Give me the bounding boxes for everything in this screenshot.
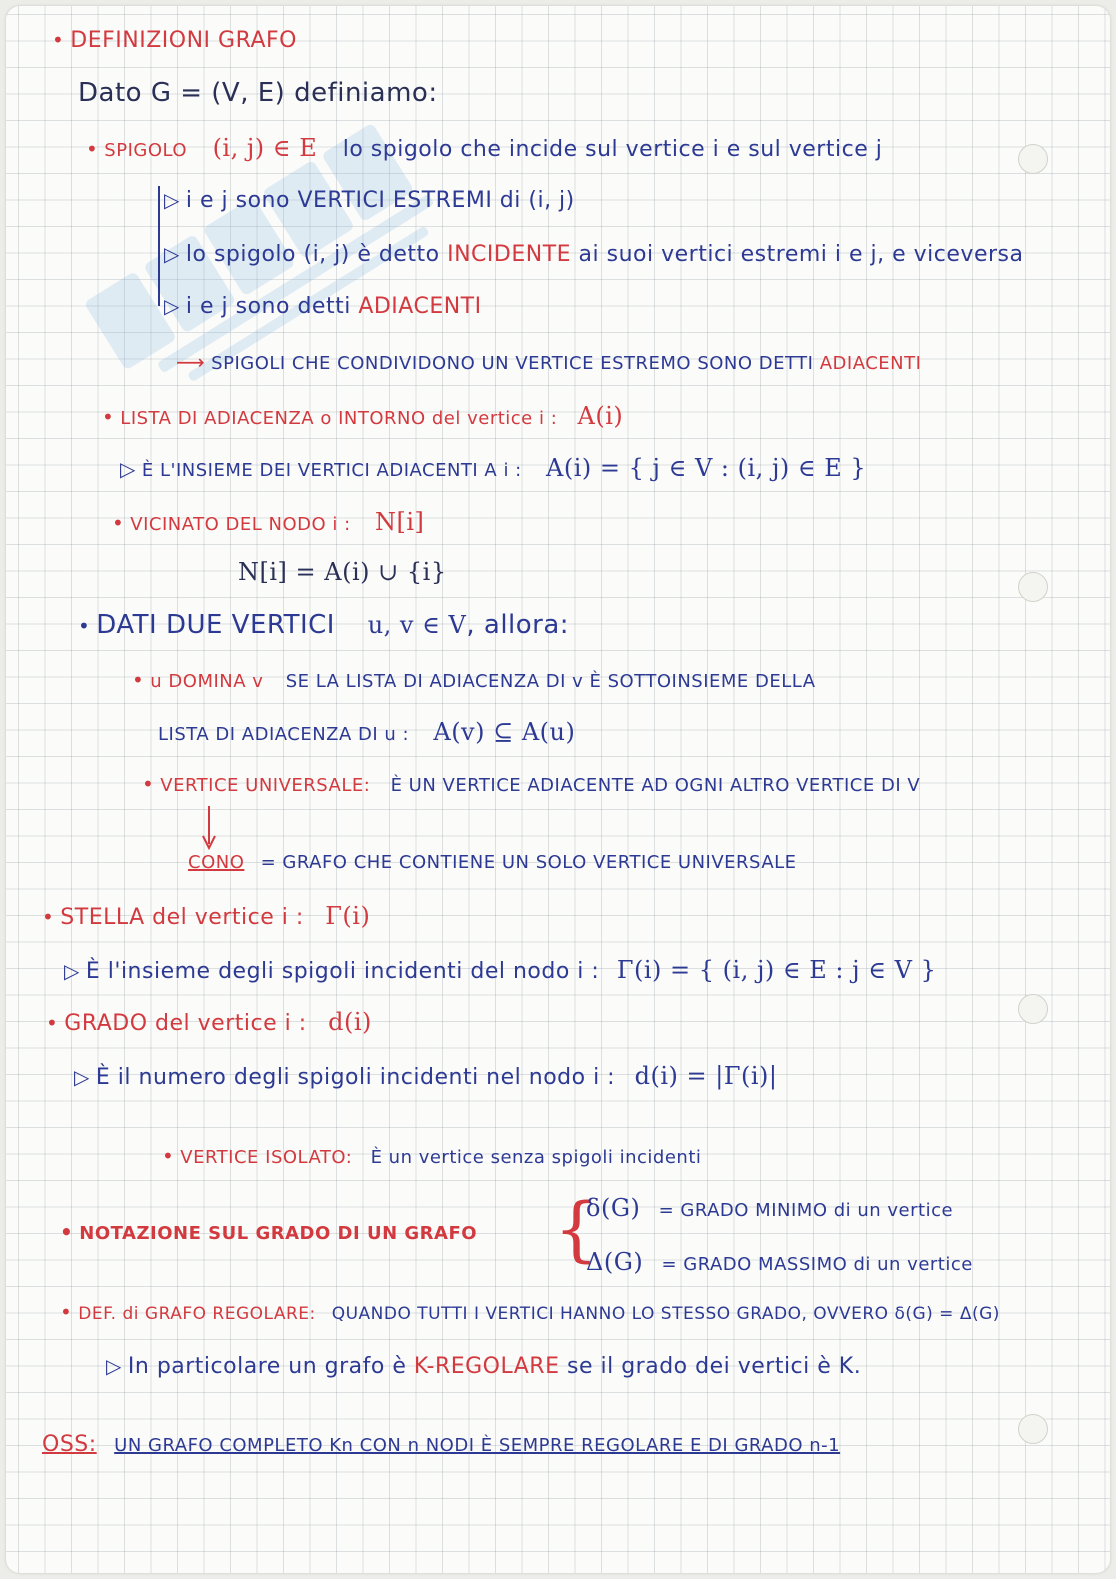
universale-desc: È UN VERTICE ADIACENTE AD OGNI ALTRO VERTICE DI V xyxy=(390,775,921,796)
stella-label: STELLA del vertice i : xyxy=(60,905,304,930)
notazione-label: NOTAZIONE SUL GRADO DI UN GRAFO xyxy=(79,1223,478,1244)
lista-line xyxy=(102,402,623,430)
regolare-label: DEF. di GRAFO REGOLARE: xyxy=(78,1304,316,1324)
page-title: DEFINIZIONI GRAFO xyxy=(70,28,298,53)
cono-desc: = GRAFO CHE CONTIENE UN SOLO VERTICE UNIVERSALE xyxy=(260,852,797,873)
grado-symbol: d(i) xyxy=(328,1008,372,1036)
brace-icon: { xyxy=(554,1188,599,1270)
bullet-dot-icon: • xyxy=(42,905,55,929)
bullet-dot-icon: • xyxy=(60,1300,73,1324)
dati-label: DATI DUE VERTICI xyxy=(96,610,335,640)
right-arrow-icon: ⟶ xyxy=(176,350,206,374)
domina-line-2 xyxy=(158,718,575,746)
stella-desc: È l'insieme degli spigoli incidenti del nodo i : xyxy=(85,959,600,984)
notazione-line xyxy=(60,1220,477,1244)
spigolo-sub3 xyxy=(164,294,482,319)
cono-label: CONO xyxy=(188,852,245,873)
grado-line xyxy=(46,1008,372,1036)
right-arrow-icon: ▷ xyxy=(120,457,136,481)
isolato-label: VERTICE ISOLATO: xyxy=(180,1147,353,1168)
spigolo-sub2 xyxy=(164,242,1023,267)
vicinato-label: VICINATO DEL NODO i : xyxy=(130,514,351,535)
regolare-line xyxy=(60,1300,1000,1324)
dati-symbol: u, v ∈ V xyxy=(367,611,467,639)
spigolo-sub3-text: i e j sono detti xyxy=(185,294,351,319)
grado-formula: d(i) = |Γ(i)| xyxy=(634,1062,778,1090)
lista-symbol: A(i) xyxy=(577,402,624,430)
min-symbol: δ(G) xyxy=(586,1194,641,1222)
spigolo-sub2-post: ai suoi vertici estremi i e j, e viceversa xyxy=(578,242,1024,267)
punch-hole xyxy=(1018,144,1048,174)
watermark-logo xyxy=(46,86,486,386)
bullet-dot-icon: • xyxy=(60,1220,74,1244)
oss-line xyxy=(42,1432,840,1457)
domina-line xyxy=(132,668,816,692)
right-arrow-icon: ▷ xyxy=(164,188,180,212)
universale-label: VERTICE UNIVERSALE: xyxy=(160,775,371,796)
vicinato-symbol: N[i] xyxy=(374,508,425,536)
isolato-desc: È un vertice senza spigoli incidenti xyxy=(370,1147,702,1168)
lista-formula: A(i) = { j ∈ V : (i, j) ∈ E } xyxy=(546,454,867,482)
keyword-adiacenti: ADIACENTI xyxy=(819,353,922,374)
spigolo-symbol: (i, j) ∈ E xyxy=(212,134,318,162)
title-line xyxy=(52,28,297,53)
regolare-sub-post: se il grado dei vertici è K. xyxy=(567,1354,862,1379)
dati-line xyxy=(78,610,569,640)
domina-label: u DOMINA v xyxy=(150,671,264,692)
right-arrow-icon: ▷ xyxy=(164,242,180,266)
keyword-incidente: INCIDENTE xyxy=(447,242,572,267)
lista-label: LISTA DI ADIACENZA o INTORNO del vertice i : xyxy=(120,408,558,429)
bullet-dot-icon: • xyxy=(132,668,145,692)
spigolo-sub4-text: SPIGOLI CHE CONDIVIDONO UN VERTICE ESTREMO SONO DETTI xyxy=(211,353,814,374)
stella-desc-line xyxy=(64,956,936,984)
domina-desc-2: LISTA DI ADIACENZA DI u : xyxy=(158,724,410,745)
vicinato-formula: N[i] = A(i) ∪ {i} xyxy=(238,558,447,586)
bullet-dot-icon: • xyxy=(52,28,65,52)
punch-hole xyxy=(1018,572,1048,602)
lista-desc-line xyxy=(120,454,866,482)
regolare-sub-pre: In particolare un grafo è xyxy=(127,1354,407,1379)
punch-hole xyxy=(1018,1414,1048,1444)
grado-desc-line xyxy=(74,1062,777,1090)
stella-formula: Γ(i) = { (i, j) ∈ E : j ∈ V } xyxy=(616,956,937,984)
notazione-min xyxy=(586,1194,953,1222)
max-desc: = GRADO MASSIMO di un vertice xyxy=(661,1254,973,1275)
right-arrow-icon: ▷ xyxy=(164,294,180,318)
max-symbol: Δ(G) xyxy=(586,1248,644,1276)
dati-post: , allora: xyxy=(466,610,570,640)
bullet-dot-icon: • xyxy=(46,1011,59,1035)
universale-line xyxy=(142,772,920,796)
punch-hole xyxy=(1018,994,1048,1024)
grado-desc: È il numero degli spigoli incidenti nel nodo i : xyxy=(95,1065,616,1090)
bullet-dot-icon: • xyxy=(78,614,91,638)
branch-line xyxy=(158,186,160,306)
spigolo-sub4 xyxy=(176,350,921,374)
min-desc: = GRADO MINIMO di un vertice xyxy=(658,1200,954,1221)
cono-line xyxy=(188,852,797,873)
stella-line xyxy=(42,902,370,930)
notebook-page xyxy=(6,6,1110,1573)
oss-desc: UN GRAFO COMPLETO Kn CON n NODI È SEMPRE REGOLARE E DI GRADO n-1 xyxy=(114,1435,841,1456)
keyword-adiacenti: ADIACENTI xyxy=(358,294,482,319)
spigolo-sub1 xyxy=(164,188,575,213)
stella-symbol: Γ(i) xyxy=(325,902,371,930)
down-arrow-icon xyxy=(202,806,216,850)
right-arrow-icon: ▷ xyxy=(106,1354,122,1378)
spigolo-label: SPIGOLO xyxy=(104,140,188,161)
intro-text: Dato G = (V, E) definiamo: xyxy=(78,78,438,108)
right-arrow-icon: ▷ xyxy=(74,1065,90,1089)
bullet-dot-icon: • xyxy=(162,1144,175,1168)
grado-label: GRADO del vertice i : xyxy=(64,1011,307,1036)
notazione-max xyxy=(586,1248,973,1276)
spigolo-sub2-text: lo spigolo (i, j) è detto xyxy=(185,242,440,267)
bullet-dot-icon: • xyxy=(142,772,155,796)
spigolo-sub1-text: i e j sono VERTICI ESTREMI di (i, j) xyxy=(185,188,575,213)
right-arrow-icon: ▷ xyxy=(64,959,80,983)
regolare-sub xyxy=(106,1354,861,1379)
lista-desc: È L'INSIEME DEI VERTICI ADIACENTI A i : xyxy=(141,460,522,481)
bullet-dot-icon: • xyxy=(102,405,115,429)
isolato-line xyxy=(162,1144,701,1168)
bullet-dot-icon: • xyxy=(112,511,125,535)
keyword-k-regolare: K-REGOLARE xyxy=(413,1354,560,1379)
regolare-desc: QUANDO TUTTI I VERTICI HANNO LO STESSO GRADO, OVVERO δ(G) = Δ(G) xyxy=(331,1304,1000,1324)
domina-desc: SE LA LISTA DI ADIACENZA DI v È SOTTOINSIEME DELLA xyxy=(285,671,816,692)
bullet-dot-icon: • xyxy=(86,137,99,161)
spigolo-line xyxy=(86,134,882,162)
oss-label: OSS: xyxy=(42,1432,97,1457)
domina-formula: A(v) ⊆ A(u) xyxy=(433,718,576,746)
spigolo-desc: lo spigolo che incide sul vertice i e sul vertice j xyxy=(342,137,883,162)
vicinato-line xyxy=(112,508,424,536)
